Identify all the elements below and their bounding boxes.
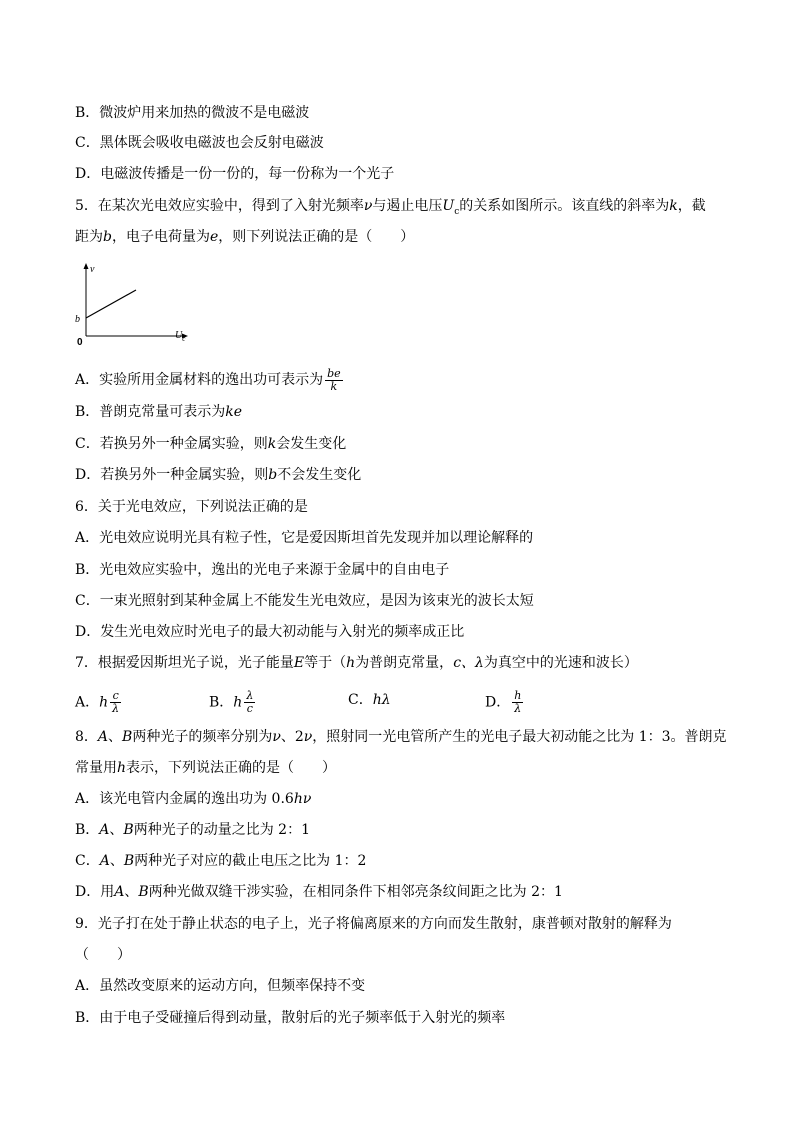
text: A．该光电管内金属的逸出功为 0.6 [75, 791, 294, 807]
text: 两种光子的动量之比为 2：1 [133, 822, 310, 838]
q5-option-d [75, 465, 361, 485]
option-label: A． [75, 694, 100, 711]
q5-option-c [75, 434, 346, 454]
q9-stem-line1: 9．光子打在处于静止状态的电子上，光子将偏离原来的方向而发生散射，康普顿对散射的解释为 [75, 916, 672, 932]
b-symbol: B [122, 729, 133, 745]
q9-option-a: A．虽然改变原来的运动方向，但频率保持不变 [75, 978, 366, 994]
graph-line [86, 290, 136, 318]
b-symbol: b [103, 229, 112, 245]
text: 等于（ [304, 655, 347, 671]
q5-stem-line1 [75, 196, 706, 222]
text: 两种光子对应的截止电压之比为 1：2 [134, 853, 367, 869]
text: ，照射同一光电管所产生的光电子最大初动能之比为 1：3。普朗克 [312, 729, 727, 745]
fraction-denominator: k [330, 379, 338, 393]
text: 为普朗克常量， [355, 655, 454, 671]
y-axis-arrow [84, 263, 89, 269]
q7-option-d [485, 690, 525, 715]
q4-option-c: C．黑体既会吸收电磁波也会反射电磁波 [75, 135, 324, 151]
h-symbol: h [233, 694, 243, 711]
fraction-numerator: c [110, 690, 121, 703]
text: 8． [75, 729, 98, 745]
be-over-k-fraction [325, 368, 343, 393]
b-symbol: B [123, 853, 135, 869]
text: 距为 [75, 229, 103, 245]
q7-option-c [348, 690, 391, 710]
k-symbol: k [669, 198, 678, 214]
k-symbol: k [267, 436, 277, 452]
text: 常量用 [75, 760, 117, 776]
text: 的关系如图所示。该直线的斜率为 [459, 198, 670, 214]
text: 与遏止电压 [372, 198, 443, 214]
fraction-numerator: be [327, 366, 341, 380]
fraction-denominator: λ [112, 702, 120, 715]
a-symbol: A [114, 884, 125, 900]
q8-option-a [75, 789, 311, 809]
text: 、 [109, 822, 124, 838]
b-symbol: b [268, 467, 278, 483]
text: ，则下列说法正确的是（ ） [218, 229, 415, 245]
q8-option-c [75, 851, 366, 871]
text: 两种光做双缝干涉实验，在相同条件下相邻亮条纹间距之比为 2：1 [148, 884, 563, 900]
q7-option-b [209, 690, 257, 715]
h-nu-symbol: hν [293, 791, 312, 807]
lambda-over-c-fraction [244, 690, 255, 715]
q6-option-c: C．一束光照射到某种金属上不能发生光电效应，是因为该束光的波长太短 [75, 593, 534, 609]
text: 、 [124, 884, 139, 900]
q7-option-a [75, 690, 123, 715]
text: 7．根据爱因斯坦光子说，光子能量 [75, 655, 294, 671]
q5-option-b [75, 402, 242, 422]
text: C．若换另外一种金属实验，则 [75, 436, 268, 452]
q6-option-d: D．发生光电效应时光电子的最大初动能与入射光的频率成正比 [75, 624, 465, 640]
text: C． [75, 853, 100, 869]
uc-symbol: U [442, 198, 455, 214]
text: 会发生变化 [276, 436, 347, 452]
nu-symbol: ν [363, 198, 373, 214]
q6-option-a: A．光电效应说明光具有粒子性，它是爱因斯坦首先发现并加以理论解释的 [75, 530, 534, 546]
q6-option-b: B．光电效应实验中，逸出的光电子来源于金属中的自由电子 [75, 562, 450, 578]
h-symbol: h [117, 760, 127, 776]
text: 、2 [280, 729, 304, 745]
c-lambda-symbols: c、λ [453, 655, 484, 671]
q4-option-b: B．微波炉用来加热的微波不是电磁波 [75, 105, 310, 121]
text: D．用 [75, 884, 115, 900]
q8-option-b [75, 820, 310, 840]
y-axis-label: ν [90, 264, 95, 275]
uc-subscript: c [454, 206, 460, 217]
h-symbol: h [346, 655, 356, 671]
c-over-lambda-fraction [110, 690, 121, 715]
q8-stem-line2 [75, 758, 336, 778]
text: B． [75, 822, 100, 838]
q6-stem: 6．关于光电效应，下列说法正确的是 [75, 499, 308, 515]
e-symbol: e [209, 229, 219, 245]
q7-stem [75, 653, 638, 673]
text: 不会发生变化 [277, 467, 362, 483]
fraction-numerator: h [514, 689, 522, 702]
fraction-denominator: c [246, 702, 253, 715]
text: ，电子电荷量为 [111, 229, 210, 245]
text: A．实验所用金属材料的逸出功可表示为 [75, 372, 324, 388]
a-symbol: A [99, 822, 110, 838]
q5-stem-line2 [75, 227, 414, 247]
b-symbol: B [138, 884, 149, 900]
q8-stem-line1 [75, 727, 727, 747]
q5-option-a [75, 366, 345, 394]
q7-options [75, 684, 715, 718]
q9-stem-line2: （ ） [75, 947, 131, 963]
q4-option-d: D．电磁波传播是一份一份的，每一份称为一个光子 [75, 166, 395, 182]
origin-label: 0 [77, 337, 83, 348]
a-symbol: A [99, 853, 110, 869]
h-symbol: h [99, 694, 109, 711]
option-label: C． [348, 692, 373, 708]
fraction-denominator: λ [514, 702, 522, 715]
text: 5．在某次光电效应实验中，得到了入射光频率 [75, 198, 364, 214]
text: 、 [109, 853, 124, 869]
q5-graph [72, 258, 202, 348]
q9-option-b: B．由于电子受碰撞后得到动量，散射后的光子频率低于入射光的频率 [75, 1010, 506, 1026]
a-symbol: A [97, 729, 109, 745]
text: ，截 [677, 198, 706, 214]
fraction-numerator: λ [246, 689, 254, 702]
nu-symbol: ν [272, 729, 281, 745]
h-lambda-expression: hλ [372, 692, 391, 708]
intercept-label: b [75, 314, 80, 325]
text: 两种光子的频率分别为 [132, 729, 273, 745]
x-axis-label: $U_c$ [175, 330, 186, 343]
b-symbol: B [123, 822, 134, 838]
text: B．普朗克常量可表示为 [75, 404, 226, 420]
option-label: D． [485, 694, 511, 711]
option-label: B． [209, 694, 234, 711]
e-symbol: E [293, 655, 305, 671]
text: 、 [108, 729, 123, 745]
text: D．若换另外一种金属实验，则 [75, 467, 269, 483]
text: 表示，下列说法正确的是（ ） [126, 760, 337, 776]
h-over-lambda-fraction [512, 690, 523, 715]
q8-option-d [75, 882, 563, 902]
text: 为真空中的光速和波长） [483, 655, 638, 671]
nu-symbol: ν [303, 729, 313, 745]
ke-symbol: ke [225, 404, 243, 420]
